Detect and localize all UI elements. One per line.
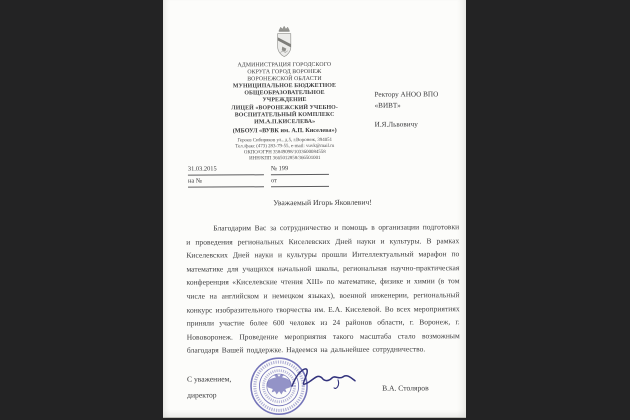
org-name-line: МУНИЦИПАЛЬНОЕ БЮДЖЕТНОЕ xyxy=(232,82,337,90)
signoff-block xyxy=(187,371,232,402)
addressee-name: И.Я.Львовичу xyxy=(374,120,418,129)
coat-of-arms-icon xyxy=(274,24,294,58)
signer-name: В.А. Столяров xyxy=(382,383,429,393)
okpo-ogrn-line: ОКПО/ОГРН 35849098/1033600084558 xyxy=(243,149,326,156)
org-abbreviation: (МБОУЛ «ВУВК им. А.П. Киселева») xyxy=(232,127,337,135)
reply-to-number-label: на № xyxy=(188,176,264,187)
letter-page xyxy=(163,0,466,418)
outgoing-number: № 199 xyxy=(271,164,329,175)
outgoing-date: 31.03.2015 xyxy=(188,164,264,175)
inn-kpp-line: ИНН/КПП 3665012858/366501001 xyxy=(249,155,321,162)
signature-icon xyxy=(289,362,359,394)
reply-row xyxy=(188,176,329,188)
regards-line: С уважением, xyxy=(186,374,232,384)
body-paragraph: Благодарим Вас за сотрудничество и помощь в организации подготовки и проведения региональных Киселевских Дней науки и культуры. В рамках Киселевских Дней науки и культуры прошли Интеллектуальный марафон по математике для учащихся начальной школы, региональная научно-практическая конференция «Киселевские чтения XIII» по математике, физике и химии (в том числе на английском и немецком языках), военной инженерии, региональный конкурс изобразительного творчества им. Е.А. Киселевой. Во всех мероприятиях приняли участие более 600 человек из 24 районов области, г. Воронеж, г. Нововоронеж. Проведение мероприятия такого масштаба стало возможным благодаря Вашей поддержке. Надеемся на дальнейшее сотрудничество. xyxy=(186,222,460,356)
addressee-block xyxy=(374,89,438,130)
contact-lines xyxy=(181,138,389,163)
position-line: директор xyxy=(187,390,217,400)
org-name-line: ИМ.А.П.КИСЕЛЕВА» xyxy=(254,119,316,126)
addressee-org: «ВИВТ» xyxy=(374,101,401,110)
org-name-line: ЛИЦЕЙ «ВОРОНЕЖСКИЙ УЧЕБНО- xyxy=(231,104,338,112)
admin-line: ОКРУГА ГОРОД ВОРОНЕЖ xyxy=(247,68,322,76)
phone-email-line: Тел./факс (473) 283-79-55, e-mail: vuvk@mail.ru xyxy=(235,144,335,150)
org-name-line: УЧРЕЖДЕНИЕ xyxy=(262,97,307,104)
reference-fields xyxy=(188,164,329,188)
addressee-title: Ректору АНОО ВПО xyxy=(374,90,439,99)
letterhead xyxy=(180,24,389,163)
org-name-line: ВОСПИТАТЕЛЬНЫЙ КОМПЛЕКС xyxy=(234,111,335,119)
reply-from-label: от xyxy=(271,176,329,187)
admin-line: ВОРОНЕЖСКОЙ ОБЛАСТИ xyxy=(247,75,322,83)
double-headed-eagle-icon xyxy=(267,374,292,395)
outgoing-row xyxy=(188,164,329,176)
address-line: Героев Сибиряков ул., д.5, г.Воронеж, 394051 xyxy=(237,138,333,144)
org-name-line: ОБЩЕОБРАЗОВАТЕЛЬНОЕ xyxy=(244,90,325,97)
salutation: Уважаемый Игорь Яковлевич! xyxy=(273,197,372,208)
page-content xyxy=(163,0,466,418)
admin-line: АДМИНИСТРАЦИЯ ГОРОДСКОГО xyxy=(237,61,332,69)
